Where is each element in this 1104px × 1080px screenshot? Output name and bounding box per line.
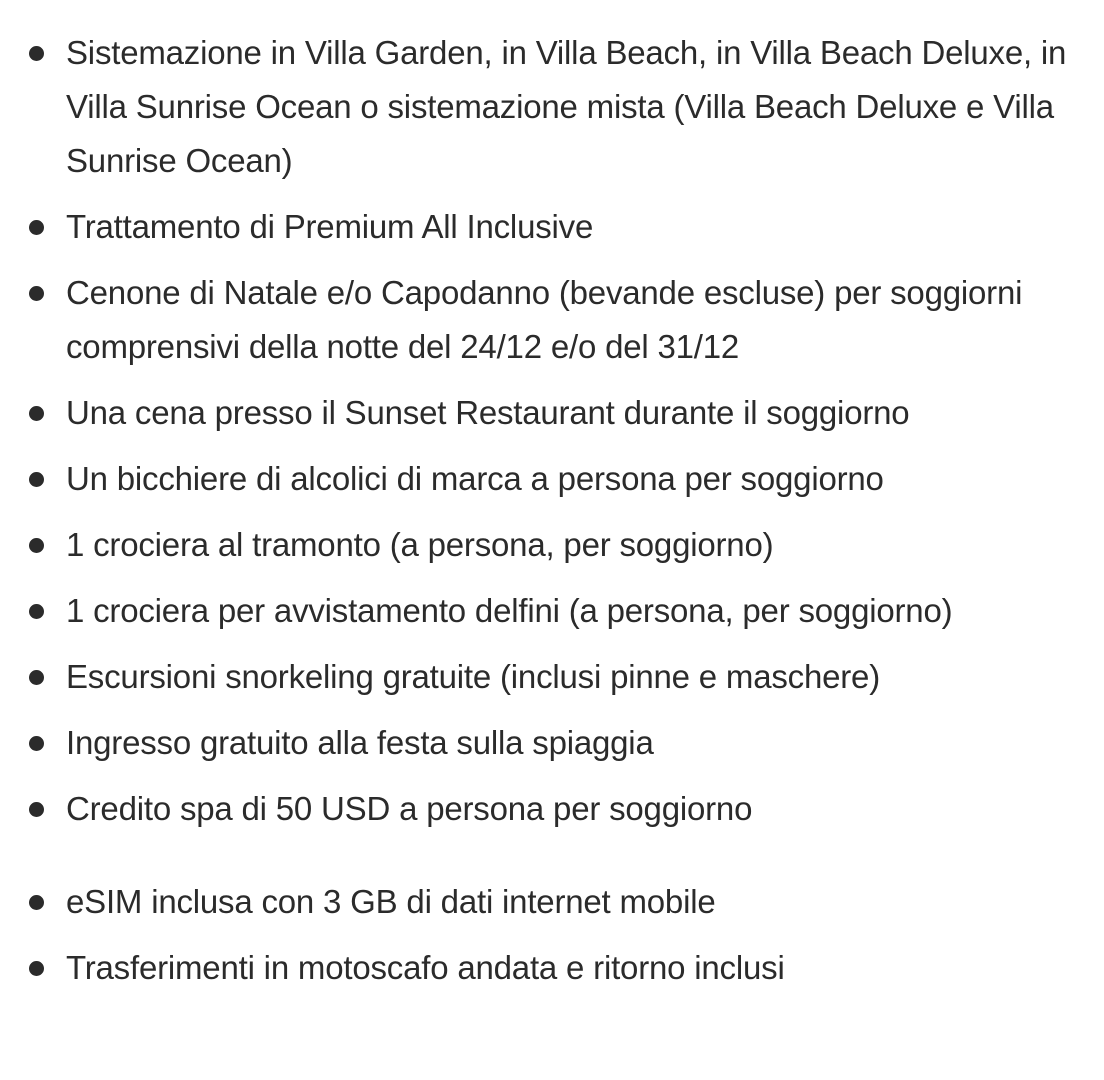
list-item (0, 200, 1104, 254)
list-item (0, 782, 1104, 836)
list-item-text: Sistemazione in Villa Garden, in Villa Beach, in Villa Beach Deluxe, in Villa Sunrise Ocean o sistemazione mista (Villa Beach Deluxe e Villa Sunrise Ocean) (66, 34, 1067, 179)
bullet-icon (29, 895, 44, 910)
bullet-icon (29, 961, 44, 976)
list-item-text: Ingresso gratuito alla festa sulla spiaggia (66, 724, 654, 761)
list-item (0, 584, 1104, 638)
list-item-text: Un bicchiere di alcolici di marca a persona per soggiorno (66, 460, 884, 497)
bullet-icon (29, 604, 44, 619)
bullet-icon (29, 736, 44, 751)
list-item-text: 1 crociera al tramonto (a persona, per soggiorno) (66, 526, 774, 563)
list-item (0, 716, 1104, 770)
bullet-icon (29, 286, 44, 301)
list-item-text: Una cena presso il Sunset Restaurant durante il soggiorno (66, 394, 910, 431)
bullet-icon (29, 46, 44, 61)
list-item (0, 941, 1104, 995)
bullet-icon (29, 670, 44, 685)
list-item-text: Cenone di Natale e/o Capodanno (bevande escluse) per soggiorni comprensivi della notte del 24/12 e/o del 31/12 (66, 274, 1023, 365)
list-item (0, 650, 1104, 704)
list-item-text: eSIM inclusa con 3 GB di dati internet mobile (66, 883, 716, 920)
list-item (0, 452, 1104, 506)
bullet-icon (29, 802, 44, 817)
list-item-text: Trasferimenti in motoscafo andata e ritorno inclusi (66, 949, 785, 986)
list-item-text: 1 crociera per avvistamento delfini (a persona, per soggiorno) (66, 592, 953, 629)
list-item (0, 266, 1104, 374)
list-item (0, 386, 1104, 440)
extras-list (0, 848, 1104, 995)
bullet-icon (29, 220, 44, 235)
list-item-text: Credito spa di 50 USD a persona per soggiorno (66, 790, 753, 827)
bullet-icon (29, 406, 44, 421)
list-item-text: Escursioni snorkeling gratuite (inclusi pinne e maschere) (66, 658, 880, 695)
list-item (0, 875, 1104, 929)
bullet-icon (29, 472, 44, 487)
bullet-icon (29, 538, 44, 553)
list-item (0, 518, 1104, 572)
list-item (0, 26, 1104, 188)
list-item-text: Trattamento di Premium All Inclusive (66, 208, 594, 245)
